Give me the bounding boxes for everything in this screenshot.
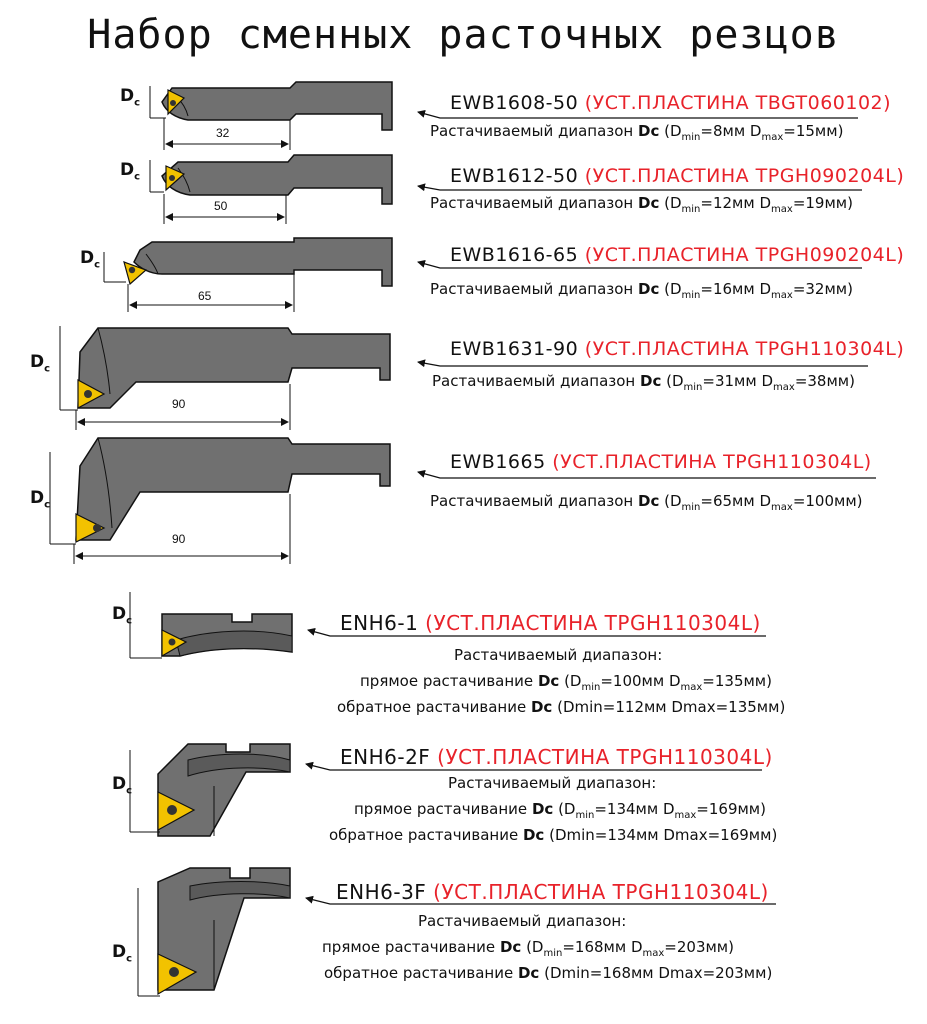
dc-label: $D_c$ [30,352,51,375]
tool-range-ewb1616-65: Растачиваемый диапазон Dc ($D_{min}=16мм$ $D_{max}=32мм$) [430,280,853,301]
dim-length: 65 [198,289,212,303]
tool-range-direct-enh6-1: прямое растачивание Dc ($D_{min}=100мм$ $D_{max}=135мм$) [360,672,772,693]
tool-model-ewb1616-65: EWB1616-65 (УСТ.ПЛАСТИНА TPGH090204L) [450,244,905,266]
dim-length: 90 [172,532,186,546]
dim-length: 32 [216,126,230,140]
tool-range-ewb1608-50: Растачиваемый диапазон Dc ($D_{min}=8мм$ $D_{max}=15мм$) [430,122,844,143]
tool-model-ewb1631-90: EWB1631-90 (УСТ.ПЛАСТИНА TPGH110304L) [450,338,905,360]
dc-label: $D_c$ [120,86,141,109]
tool-ewb1631-90-drawing [60,326,390,430]
dc-label: $D_c$ [120,160,141,183]
tool-range-direct-enh6-2f: прямое растачивание Dc ($D_{min}=134мм$ $D_{max}=169мм$) [354,800,766,821]
dc-label: $D_c$ [30,488,51,511]
tool-enh6-1-drawing [130,592,292,658]
tool-range-ewb1631-90: Растачиваемый диапазон Dc ($D_{min}=31мм$ $D_{max}=38мм$) [432,372,855,393]
tool-range-ewb1665: Растачиваемый диапазон Dc ($D_{min}=65мм$ $D_{max}=100мм$) [430,492,863,513]
tool-range-direct-enh6-3f: прямое растачивание Dc ($D_{min}=168мм$ $D_{max}=203мм$) [322,938,734,959]
dim-length: 90 [172,397,186,411]
tool-range-ewb1612-50: Растачиваемый диапазон Dc ($D_{min}=12мм$ $D_{max}=19мм$) [430,194,853,215]
tool-ewb1616-65-drawing [104,238,392,312]
tool-range-title: Растачиваемый диапазон: [448,774,657,792]
tool-range-title: Растачиваемый диапазон: [418,912,627,930]
tool-model-enh6-2f: ENH6-2F (УСТ.ПЛАСТИНА TPGH110304L) [340,745,773,769]
tool-range-reverse-enh6-2f: обратное растачивание Dc (Dmin=134мм Dmax=169мм) [329,826,778,844]
tool-range-title: Растачиваемый диапазон: [454,646,663,664]
tool-ewb1665-drawing [50,438,390,564]
tool-ewb1612-50-drawing [150,155,392,224]
tool-enh6-3f-drawing [138,868,290,996]
tool-model-ewb1608-50: EWB1608-50 (УСТ.ПЛАСТИНА TBGT060102) [450,92,892,114]
tool-model-enh6-3f: ENH6-3F (УСТ.ПЛАСТИНА TPGH110304L) [336,880,769,904]
dim-length: 50 [214,199,228,213]
tool-enh6-2f-drawing [130,744,290,836]
tool-range-reverse-enh6-1: обратное растачивание Dc (Dmin=112мм Dmax=135мм) [337,698,786,716]
tool-ewb1608-50-drawing [150,82,392,150]
dc-label: $D_c$ [112,604,133,627]
dc-label: $D_c$ [112,774,133,797]
tool-range-reverse-enh6-3f: обратное растачивание Dc (Dmin=168мм Dmax=203мм) [324,964,773,982]
tool-model-enh6-1: ENH6-1 (УСТ.ПЛАСТИНА TPGH110304L) [340,611,761,635]
dc-label: $D_c$ [112,942,133,965]
page-title: Набор сменных расточных резцов [87,12,840,58]
dc-label: $D_c$ [80,248,101,271]
tool-model-ewb1612-50: EWB1612-50 (УСТ.ПЛАСТИНА TPGH090204L) [450,165,905,187]
tool-model-ewb1665: EWB1665 (УСТ.ПЛАСТИНА TPGH110304L) [450,451,872,473]
